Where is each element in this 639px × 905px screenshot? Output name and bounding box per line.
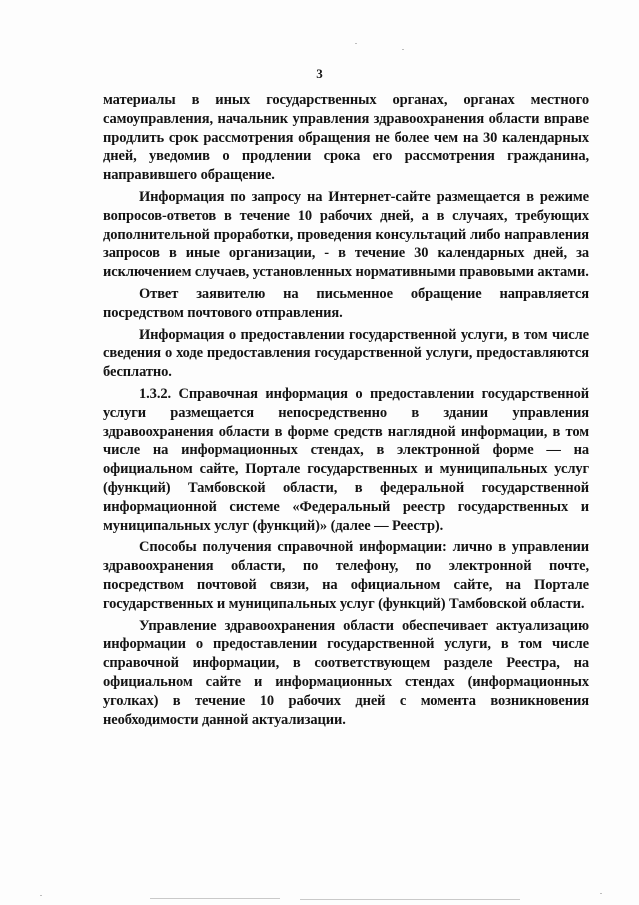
paragraph-4: Информация о предоставлении государственной услуги, в том числе сведения о ходе предоставления государственной услуги, предоставляются бесплатно. [103,326,589,381]
scan-artifact [402,49,404,50]
paragraph-5: 1.3.2. Справочная информация о предоставлении государственной услуги размещается непосредственно в здании управления здравоохранения области в форме средств наглядной информации, в том числе на информационных стендах, в электронной форме — на официальном сайте, Портале государственных и муниципальных услуг (функций) Тамбовской области, в федеральной государственной информационной системе «Федеральный реестр государственных и муниципальных услуг (функций)» (далее — Реестр). [103,385,589,534]
scan-artifact [40,895,42,896]
scan-artifact [600,893,602,894]
paragraph-6: Способы получения справочной информации: лично в управлении здравоохранения области, по телефону, по электронной почте, посредством почтовой связи, на официальном сайте, на Портале государственных и муниципальных услуг (функций) Тамбовской области. [103,539,589,612]
page-number: 3 [316,66,323,81]
paragraph-1: материалы в иных государственных органах, органах местного самоуправления, начальник управления здравоохранения области вправе продлить срок рассмотрения обращения не более чем на 30 календарных дней, уведомив о продлении срока его рассмотрения гражданина, направившего обращение. [103,92,589,184]
document-body [103,91,589,729]
scan-artifact-bottom [150,898,280,899]
paragraph-2: Информация по запросу на Интернет-сайте размещается в режиме вопросов-ответов в течение 10 рабочих дней, а в случаях, требующих дополнительной проработки, проведения консультаций либо направления запросов в иные организации, - в течение 30 календарных дней, за исключением случаев, установленных нормативными правовыми актами. [103,188,589,281]
scan-artifact-bottom [300,899,520,900]
paragraph-3: Ответ заявителю на письменное обращение направляется посредством почтового отправления. [103,285,589,321]
scan-artifact [355,43,357,44]
paragraph-7: Управление здравоохранения области обеспечивает актуализацию информации о предоставлении государственной услуги, в том числе справочной информации, в соответствующем разделе Реестра, на официальном сайте и информационных стендах (информационных уголках) в течение 10 рабочих дней с момента возникновения необходимости данной актуализации. [103,617,589,728]
